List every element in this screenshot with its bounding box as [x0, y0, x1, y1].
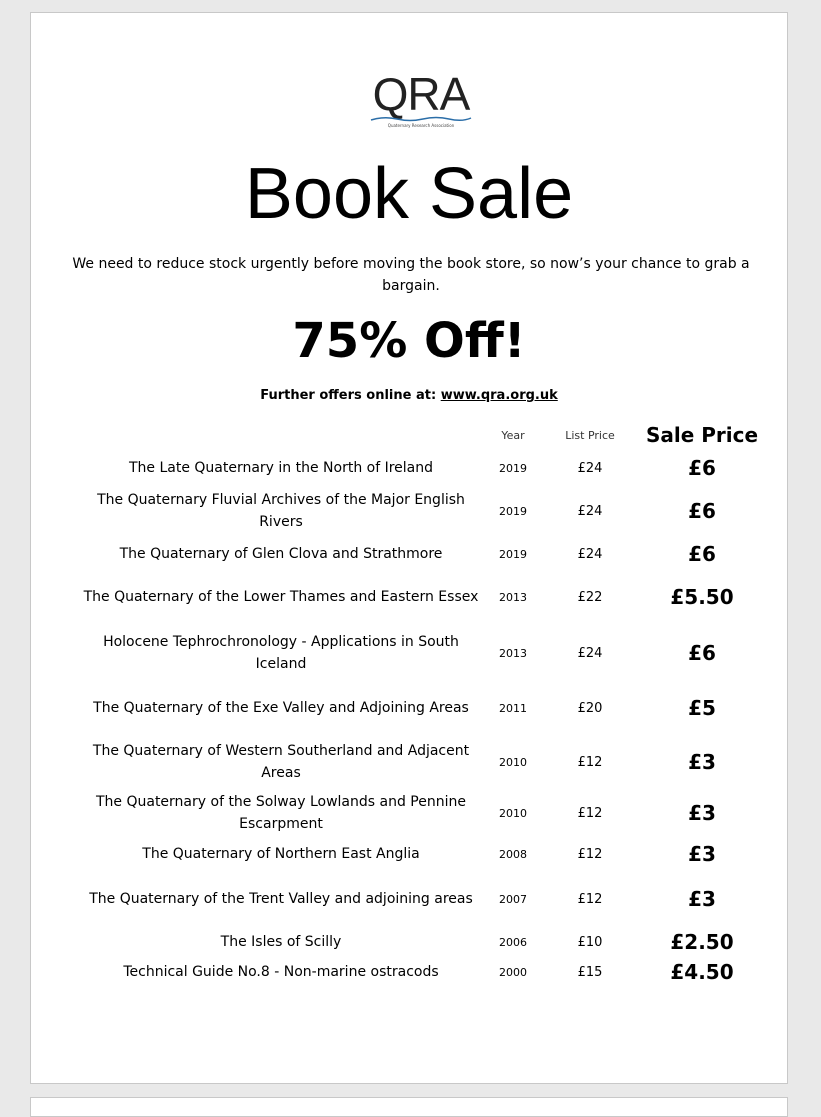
table-row [81, 837, 769, 871]
table-row [81, 735, 769, 789]
book-sale-price: £6 [688, 542, 716, 566]
header-list-price: List Price [565, 428, 615, 442]
book-year: 2006 [499, 935, 527, 949]
book-list-price: £20 [577, 700, 603, 716]
book-list-price: £24 [577, 645, 603, 661]
book-list-price: £24 [577, 503, 603, 519]
table-row [81, 871, 769, 927]
table-row [81, 453, 769, 483]
book-sale-price: £6 [688, 456, 716, 480]
book-title: The Late Quaternary in the North of Ireland [128, 460, 434, 476]
book-list-price: £12 [577, 754, 603, 770]
book-year: 2010 [499, 755, 527, 769]
qra-logo [361, 68, 481, 151]
book-list-price: £12 [577, 891, 603, 907]
further-offers-label: Further offers online at: [260, 388, 441, 403]
book-title: The Quaternary of Western Southerland and Adjacent Areas [92, 743, 470, 781]
book-sale-price: £6 [688, 641, 716, 665]
table-row [81, 483, 769, 539]
book-title: Holocene Tephrochronology - Applications in South Iceland [103, 634, 459, 672]
book-list-price: £12 [577, 846, 603, 862]
next-page-edge [30, 1097, 788, 1117]
document-page [30, 12, 788, 1084]
book-sale-price: £3 [688, 750, 716, 774]
book-year: 2000 [499, 965, 527, 979]
book-title: The Quaternary of Northern East Anglia [142, 846, 420, 862]
header-year: Year [501, 428, 525, 442]
book-list-price: £22 [577, 589, 603, 605]
book-title: The Quaternary of the Exe Valley and Adjoining Areas [93, 700, 469, 716]
book-year: 2013 [499, 590, 527, 604]
header-sale-price: Sale Price [645, 423, 759, 447]
book-list-price: £15 [577, 964, 603, 980]
book-title: The Quaternary Fluvial Archives of the Major English Rivers [97, 492, 465, 530]
book-year: 2019 [499, 461, 527, 475]
book-year: 2010 [499, 806, 527, 820]
table-row [81, 539, 769, 569]
further-offers [31, 385, 787, 407]
book-list-price: £10 [577, 934, 603, 950]
book-sale-price: £5 [688, 696, 716, 720]
header-title [81, 417, 481, 453]
intro-text: We need to reduce stock urgently before moving the book store, so now’s your chance to grab a bargain. [72, 256, 750, 294]
table-row [81, 625, 769, 681]
book-sale-price: £4.50 [670, 960, 734, 984]
website-link[interactable]: www.qra.org.uk [440, 388, 558, 403]
book-year: 2008 [499, 847, 527, 861]
book-year: 2019 [499, 547, 527, 561]
discount-headline: 75% Off! [292, 313, 526, 369]
book-sale-price: £5.50 [670, 585, 734, 609]
book-list-price: £24 [577, 546, 603, 562]
table-row [81, 789, 769, 837]
book-title: The Quaternary of the Trent Valley and adjoining areas [89, 891, 473, 907]
table-row [81, 569, 769, 625]
table-row [81, 957, 769, 987]
book-list-price: £12 [577, 805, 603, 821]
book-sale-price: £3 [688, 801, 716, 825]
book-year: 2019 [499, 504, 527, 518]
book-title: The Quaternary of the Lower Thames and Eastern Essex [83, 589, 479, 605]
book-title: The Quaternary of Glen Clova and Strathmore [119, 546, 443, 562]
book-sale-price: £2.50 [670, 930, 734, 954]
table-row [81, 681, 769, 735]
book-list-price: £24 [577, 460, 603, 476]
book-price-table [81, 417, 769, 987]
book-sale-price: £6 [688, 499, 716, 523]
table-row [81, 927, 769, 957]
book-sale-price: £3 [688, 887, 716, 911]
book-sale-price: £3 [688, 842, 716, 866]
logo-subtext: Quaternary Research Association [387, 123, 455, 128]
page-title: Book Sale [244, 154, 574, 234]
book-year: 2011 [499, 701, 527, 715]
book-year: 2007 [499, 892, 527, 906]
table-header-row [81, 417, 769, 453]
book-title: The Isles of Scilly [220, 934, 342, 950]
book-title: The Quaternary of the Solway Lowlands and Pennine Escarpment [95, 794, 466, 832]
logo-text: QRA [372, 68, 470, 120]
book-title: Technical Guide No.8 - Non-marine ostracods [123, 964, 439, 980]
book-year: 2013 [499, 646, 527, 660]
